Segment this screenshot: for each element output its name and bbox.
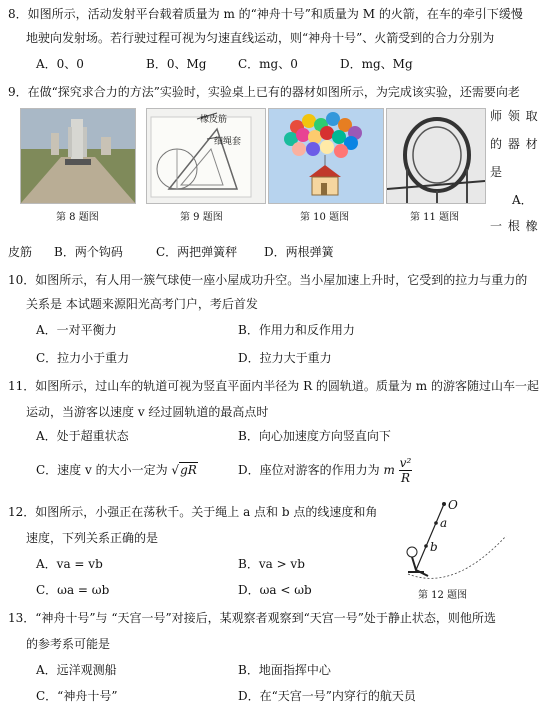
q9-option-c: C．两把弹簧秤 bbox=[156, 245, 238, 259]
q11-option-d-coef: m bbox=[383, 463, 395, 477]
q11-option-c-text: C．速度 v 的大小一定为 bbox=[36, 463, 168, 477]
q11-option-d-numerator: v² bbox=[399, 456, 412, 470]
q12-stem-line1: 12．如图所示，小强正在荡秋千。关于绳上 a 点和 b 点的线速度和角 bbox=[8, 505, 378, 519]
q9-option-b: B．两个钩码 bbox=[54, 245, 123, 259]
q11-option-b: B．向心加速度方向竖直向下 bbox=[238, 429, 391, 443]
figure-12-label-o: O bbox=[448, 498, 458, 512]
q11-option-d bbox=[238, 455, 412, 485]
q9-side-text-5: 一 根 橡 bbox=[490, 219, 539, 233]
q13-stem-line2: 的参考系可能是 bbox=[26, 637, 111, 651]
q11-stem-line1: 11．如图所示，过山车的轨道可视为竖直平面内半径为 R 的圆轨道。质量为 m 的游客随过山车一起 bbox=[8, 379, 539, 393]
q9-stem-line1: 9．在做“探究求合力的方法”实验时，实验桌上已有的器材如图所示，为完成该实验，还需要向老 bbox=[8, 85, 520, 99]
q9-side-text-4: A． bbox=[512, 193, 533, 207]
q12-option-b: B．va > vb bbox=[238, 557, 305, 571]
q10-option-d: D．拉力大于重力 bbox=[238, 351, 332, 365]
figure-12-swing bbox=[394, 496, 514, 590]
figure-12-caption: 第 12 题图 bbox=[418, 590, 468, 601]
q11-option-c: C．速度 v 的大小一定为 √gR bbox=[36, 463, 197, 477]
q9-side-text-3: 是 bbox=[490, 165, 503, 179]
figure-12-label-b: b bbox=[430, 540, 438, 554]
q10-option-a: A．一对平衡力 bbox=[36, 323, 117, 337]
figure-8-caption: 第 8 题图 bbox=[56, 212, 99, 223]
q10-option-c: C．拉力小于重力 bbox=[36, 351, 130, 365]
figure-9-label-string: 细绳套 bbox=[214, 137, 242, 147]
figure-8-launch-platform bbox=[20, 108, 136, 204]
q11-stem-line2: 运动，当游客以速度 v 经过圆轨道的最高点时 bbox=[26, 405, 269, 419]
q10-stem-line2: 关系是 本试题来源阳光高考门户，考后首发 bbox=[26, 297, 258, 311]
q11-option-d-fraction bbox=[399, 456, 413, 485]
q12-stem-line2: 速度，下列关系正确的是 bbox=[26, 531, 159, 545]
figure-9-label-rubber-band: 橡皮筋 bbox=[200, 115, 228, 125]
q13-option-c: C．“神舟十号” bbox=[36, 689, 118, 703]
q13-option-b: B．地面指挥中心 bbox=[238, 663, 331, 677]
q9-side-text-1: 师 领 取 bbox=[490, 109, 539, 123]
figure-11-roller-coaster bbox=[386, 108, 486, 204]
q13-option-a: A．远洋观测船 bbox=[36, 663, 117, 677]
q10-stem-line1: 10．如图所示，有人用一簇气球使一座小屋成功升空。当小屋加速上升时，它受到的拉力与重力的 bbox=[8, 273, 528, 287]
q9-side-text-2: 的 器 材 bbox=[490, 137, 539, 151]
figure-11-caption: 第 11 题图 bbox=[410, 212, 460, 223]
q12-option-c: C．ωa = ωb bbox=[36, 583, 110, 597]
q11-option-c-root: gR bbox=[180, 463, 197, 477]
q12-option-a: A．va = vb bbox=[36, 557, 103, 571]
q8-stem-line1: 8．如图所示，活动发射平台载着质量为 m 的“神舟十号”和质量为 M 的火箭，在车的牵引下缓慢 bbox=[8, 7, 523, 21]
q11-option-d-denominator: R bbox=[400, 471, 410, 485]
q10-option-b: B．作用力和反作用力 bbox=[238, 323, 355, 337]
figure-12-label-a: a bbox=[440, 516, 448, 530]
q9-option-a-cont: 皮筋 bbox=[8, 245, 33, 259]
q8-option-a: A．0、0 bbox=[36, 57, 84, 71]
q12-option-d: D．ωa < ωb bbox=[238, 583, 312, 597]
q8-option-b: B．0、Mg bbox=[146, 57, 207, 71]
q11-option-d-text: D．座位对游客的作用力为 bbox=[238, 463, 380, 477]
q13-option-d: D．在“天宫一号”内穿行的航天员 bbox=[238, 689, 416, 703]
q9-option-d: D．两根弹簧 bbox=[264, 245, 334, 259]
figure-10-caption: 第 10 题图 bbox=[300, 212, 350, 223]
q13-stem-line1: 13．“神舟十号”与 “天宫一号”对接后，某观察者观察到“天宫一号”处于静止状态，则他所选 bbox=[8, 611, 496, 625]
figure-9-caption: 第 9 题图 bbox=[180, 212, 223, 223]
q8-option-c: C．mg、0 bbox=[238, 57, 298, 71]
figure-10-balloon-house bbox=[268, 108, 384, 204]
q11-option-a: A．处于超重状态 bbox=[36, 429, 129, 443]
q8-stem-line2: 地驶向发射场。若行驶过程可视为匀速直线运动，则“神舟十号”、火箭受到的合力分别为 bbox=[26, 31, 495, 45]
q8-option-d: D．mg、Mg bbox=[340, 57, 413, 71]
